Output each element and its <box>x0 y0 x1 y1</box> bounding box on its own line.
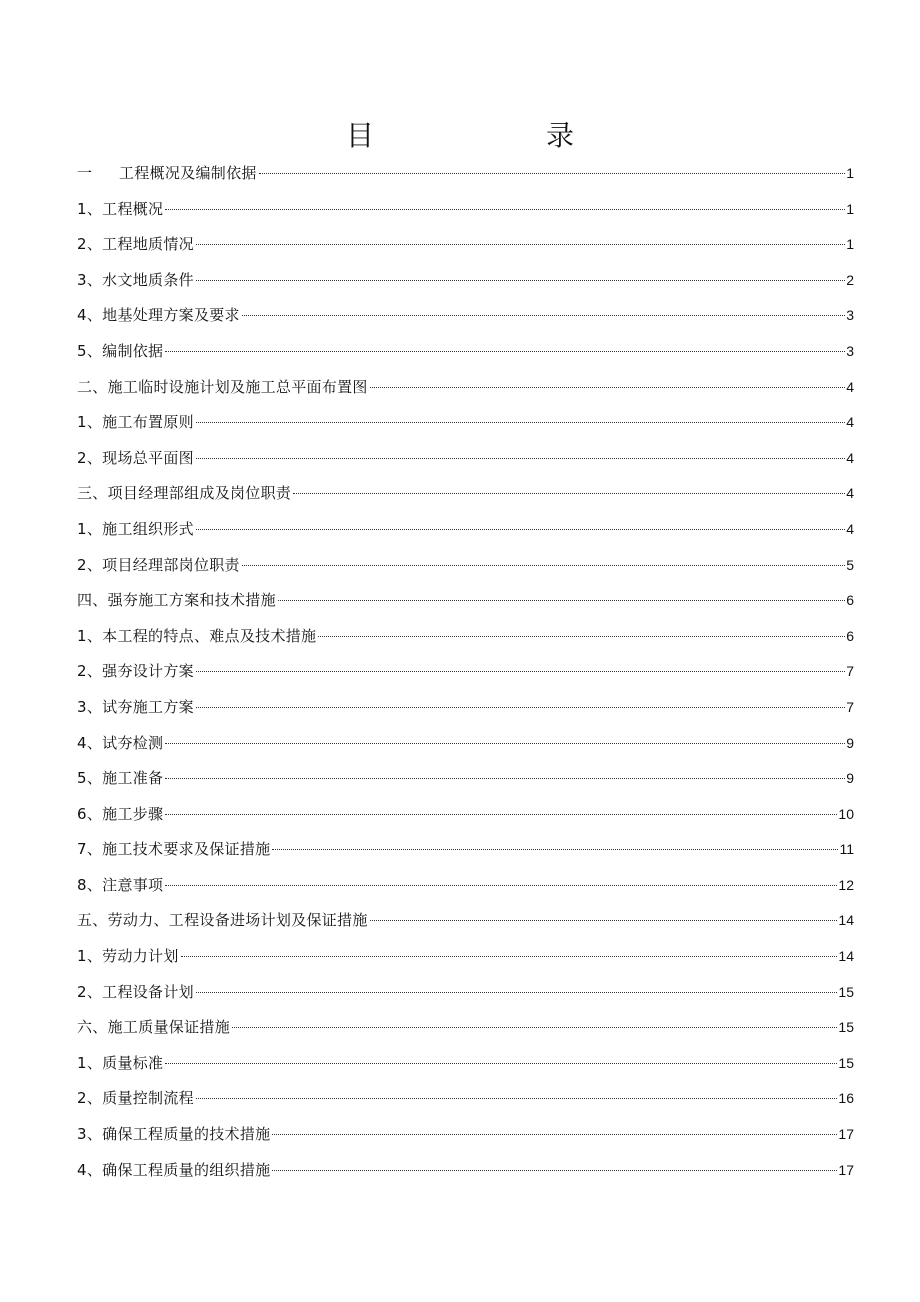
toc-entry-label <box>77 1153 270 1189</box>
toc-entry-text: 3、确保工程质量的技术措施 <box>77 1125 271 1144</box>
toc-dot-leader <box>318 636 845 637</box>
toc-entry[interactable] <box>77 334 854 370</box>
toc-entry[interactable] <box>77 512 854 548</box>
toc-entry-text: 工程概况及编制依据 <box>119 164 257 182</box>
toc-dot-leader <box>278 600 845 601</box>
toc-page-number: 15 <box>838 1054 854 1071</box>
toc-entry-label <box>77 975 194 1011</box>
toc-entry-label <box>77 441 194 477</box>
toc-dot-leader <box>242 565 845 566</box>
toc-entry-label <box>77 512 194 548</box>
toc-entry-text: 4、确保工程质量的组织措施 <box>77 1160 271 1179</box>
toc-entry[interactable] <box>77 548 854 584</box>
toc-entry[interactable] <box>77 832 854 868</box>
toc-entry[interactable] <box>77 654 854 690</box>
toc-dot-leader <box>196 458 845 459</box>
toc-entry-label <box>77 156 257 192</box>
toc-entry-text: 2、项目经理部岗位职责 <box>77 555 240 574</box>
toc-dot-leader <box>370 920 838 921</box>
toc-dot-leader <box>232 1027 837 1028</box>
toc-dot-leader <box>196 1098 837 1099</box>
toc-entry-text: 5、施工准备 <box>77 769 164 788</box>
toc-entry-label <box>77 1046 163 1082</box>
toc-entry-text: 1、质量标准 <box>77 1053 164 1072</box>
toc-entry-text: 7、施工技术要求及保证措施 <box>77 840 271 859</box>
toc-entry-text: 三、项目经理部组成及岗位职责 <box>77 484 292 503</box>
toc-entry-text: 3、试夯施工方案 <box>77 697 194 716</box>
toc-entry-label <box>77 1117 270 1153</box>
toc-entry-text: 1、施工组织形式 <box>77 519 194 538</box>
toc-entry-text: 2、现场总平面图 <box>77 448 194 467</box>
toc-entry[interactable] <box>77 868 854 904</box>
toc-entry-label <box>77 654 194 690</box>
toc-entry-label <box>77 227 194 263</box>
toc-dot-leader <box>165 1063 837 1064</box>
toc-dot-leader <box>165 814 837 815</box>
toc-dot-leader <box>272 1170 837 1171</box>
toc-entry-number: 一 <box>77 164 93 182</box>
toc-entry-label <box>77 619 316 655</box>
toc-dot-leader <box>259 173 846 174</box>
toc-entry-label <box>77 192 163 228</box>
toc-entry[interactable] <box>77 263 854 299</box>
toc-page-number: 4 <box>846 414 854 431</box>
toc-entry-text: 1、劳动力计划 <box>77 947 179 966</box>
toc-entry-label <box>77 263 194 299</box>
toc-entry-label <box>77 548 240 584</box>
toc-entry-text: 2、质量控制流程 <box>77 1089 194 1108</box>
toc-page-number: 6 <box>846 627 854 644</box>
toc-entry-label <box>77 832 270 868</box>
toc-entry[interactable] <box>77 405 854 441</box>
toc-page-number: 1 <box>846 200 854 217</box>
toc-entry-text: 8、注意事项 <box>77 875 164 894</box>
toc-entry[interactable] <box>77 1153 854 1189</box>
toc-entry-text: 1、施工布置原则 <box>77 413 194 432</box>
toc-list <box>77 156 854 1188</box>
toc-page-number: 14 <box>838 948 854 965</box>
toc-entry-label <box>77 476 291 512</box>
toc-dot-leader <box>196 992 837 993</box>
toc-entry[interactable] <box>77 192 854 228</box>
toc-entry-label <box>77 761 163 797</box>
toc-entry-label <box>77 405 194 441</box>
toc-entry[interactable] <box>77 1046 854 1082</box>
toc-dot-leader <box>370 387 846 388</box>
toc-entry-text: 4、试夯检测 <box>77 733 164 752</box>
toc-entry[interactable] <box>77 761 854 797</box>
toc-page-number: 9 <box>846 770 854 787</box>
toc-entry-text: 五、劳动力、工程设备进场计划及保证措施 <box>77 911 368 930</box>
toc-entry[interactable] <box>77 298 854 334</box>
toc-entry[interactable] <box>77 583 854 619</box>
toc-page-number: 1 <box>846 236 854 253</box>
toc-entry[interactable] <box>77 156 854 192</box>
toc-page-number: 14 <box>838 912 854 929</box>
toc-entry-text: 2、工程地质情况 <box>77 235 194 254</box>
toc-dot-leader <box>165 209 845 210</box>
toc-entry-text: 4、地基处理方案及要求 <box>77 306 240 325</box>
toc-page-number: 4 <box>846 449 854 466</box>
toc-entry-text: 6、施工步骤 <box>77 804 164 823</box>
toc-dot-leader <box>181 956 838 957</box>
toc-entry[interactable] <box>77 797 854 833</box>
toc-entry-text: 四、强夯施工方案和技术措施 <box>77 591 276 610</box>
toc-page-number: 2 <box>846 271 854 288</box>
toc-dot-leader <box>196 671 845 672</box>
toc-entry-label <box>77 939 179 975</box>
toc-entry[interactable] <box>77 690 854 726</box>
toc-entry[interactable] <box>77 476 854 512</box>
toc-entry-label <box>77 868 163 904</box>
toc-page-number: 12 <box>838 876 854 893</box>
toc-dot-leader <box>196 529 845 530</box>
toc-entry-label <box>77 298 240 334</box>
toc-entry[interactable] <box>77 1117 854 1153</box>
toc-dot-leader <box>272 1134 837 1135</box>
toc-entry[interactable] <box>77 441 854 477</box>
toc-entry[interactable] <box>77 903 854 939</box>
toc-page-number: 11 <box>839 841 854 858</box>
toc-entry[interactable] <box>77 939 854 975</box>
toc-entry-label <box>77 690 194 726</box>
toc-entry-text: 3、水文地质条件 <box>77 270 194 289</box>
toc-dot-leader <box>196 244 845 245</box>
toc-entry-label <box>77 334 163 370</box>
toc-page-number: 15 <box>838 1019 854 1036</box>
toc-dot-leader <box>242 315 845 316</box>
toc-dot-leader <box>196 280 845 281</box>
toc-entry-label <box>77 1010 230 1046</box>
toc-entry[interactable] <box>77 1010 854 1046</box>
toc-entry-label <box>77 370 368 406</box>
toc-entry-text: 2、工程设备计划 <box>77 982 194 1001</box>
toc-dot-leader <box>165 885 837 886</box>
toc-page-number: 5 <box>846 556 854 573</box>
toc-page-number: 10 <box>838 805 854 822</box>
toc-entry[interactable] <box>77 726 854 762</box>
toc-entry-text: 六、施工质量保证措施 <box>77 1018 231 1037</box>
toc-page-number: 17 <box>838 1161 854 1178</box>
toc-dot-leader <box>272 849 838 850</box>
toc-page-number: 7 <box>846 698 854 715</box>
toc-entry-label <box>77 903 368 939</box>
toc-page-number: 9 <box>846 734 854 751</box>
toc-entry[interactable] <box>77 619 854 655</box>
toc-entry-label <box>77 726 163 762</box>
toc-dot-leader <box>165 743 845 744</box>
toc-dot-leader <box>165 778 845 779</box>
toc-page-number: 7 <box>846 663 854 680</box>
toc-dot-leader <box>196 707 845 708</box>
toc-entry-text: 1、工程概况 <box>77 199 164 218</box>
toc-entry-text: 2、强夯设计方案 <box>77 662 194 681</box>
toc-entry-label <box>77 1081 194 1117</box>
toc-page-number: 4 <box>846 520 854 537</box>
toc-entry-label <box>77 797 163 833</box>
toc-entry[interactable] <box>77 975 854 1011</box>
toc-dot-leader <box>293 493 845 494</box>
toc-entry-label <box>77 583 276 619</box>
toc-page-number: 4 <box>846 378 854 395</box>
toc-page-number: 3 <box>846 342 854 359</box>
toc-entry[interactable] <box>77 370 854 406</box>
toc-entry[interactable] <box>77 1081 854 1117</box>
toc-page-number: 4 <box>846 485 854 502</box>
toc-page-number: 15 <box>838 983 854 1000</box>
toc-page-number: 3 <box>846 307 854 324</box>
toc-page-number: 17 <box>838 1126 854 1143</box>
toc-page-number: 6 <box>846 592 854 609</box>
toc-page-number: 16 <box>838 1090 854 1107</box>
toc-title: 目 录 <box>345 119 646 152</box>
toc-dot-leader <box>165 351 845 352</box>
toc-entry-text: 1、本工程的特点、难点及技术措施 <box>77 626 317 645</box>
toc-page-number: 1 <box>846 165 854 181</box>
toc-entry[interactable] <box>77 227 854 263</box>
toc-dot-leader <box>196 422 845 423</box>
toc-entry-text: 二、施工临时设施计划及施工总平面布置图 <box>77 377 368 396</box>
toc-entry-text: 5、编制依据 <box>77 341 164 360</box>
